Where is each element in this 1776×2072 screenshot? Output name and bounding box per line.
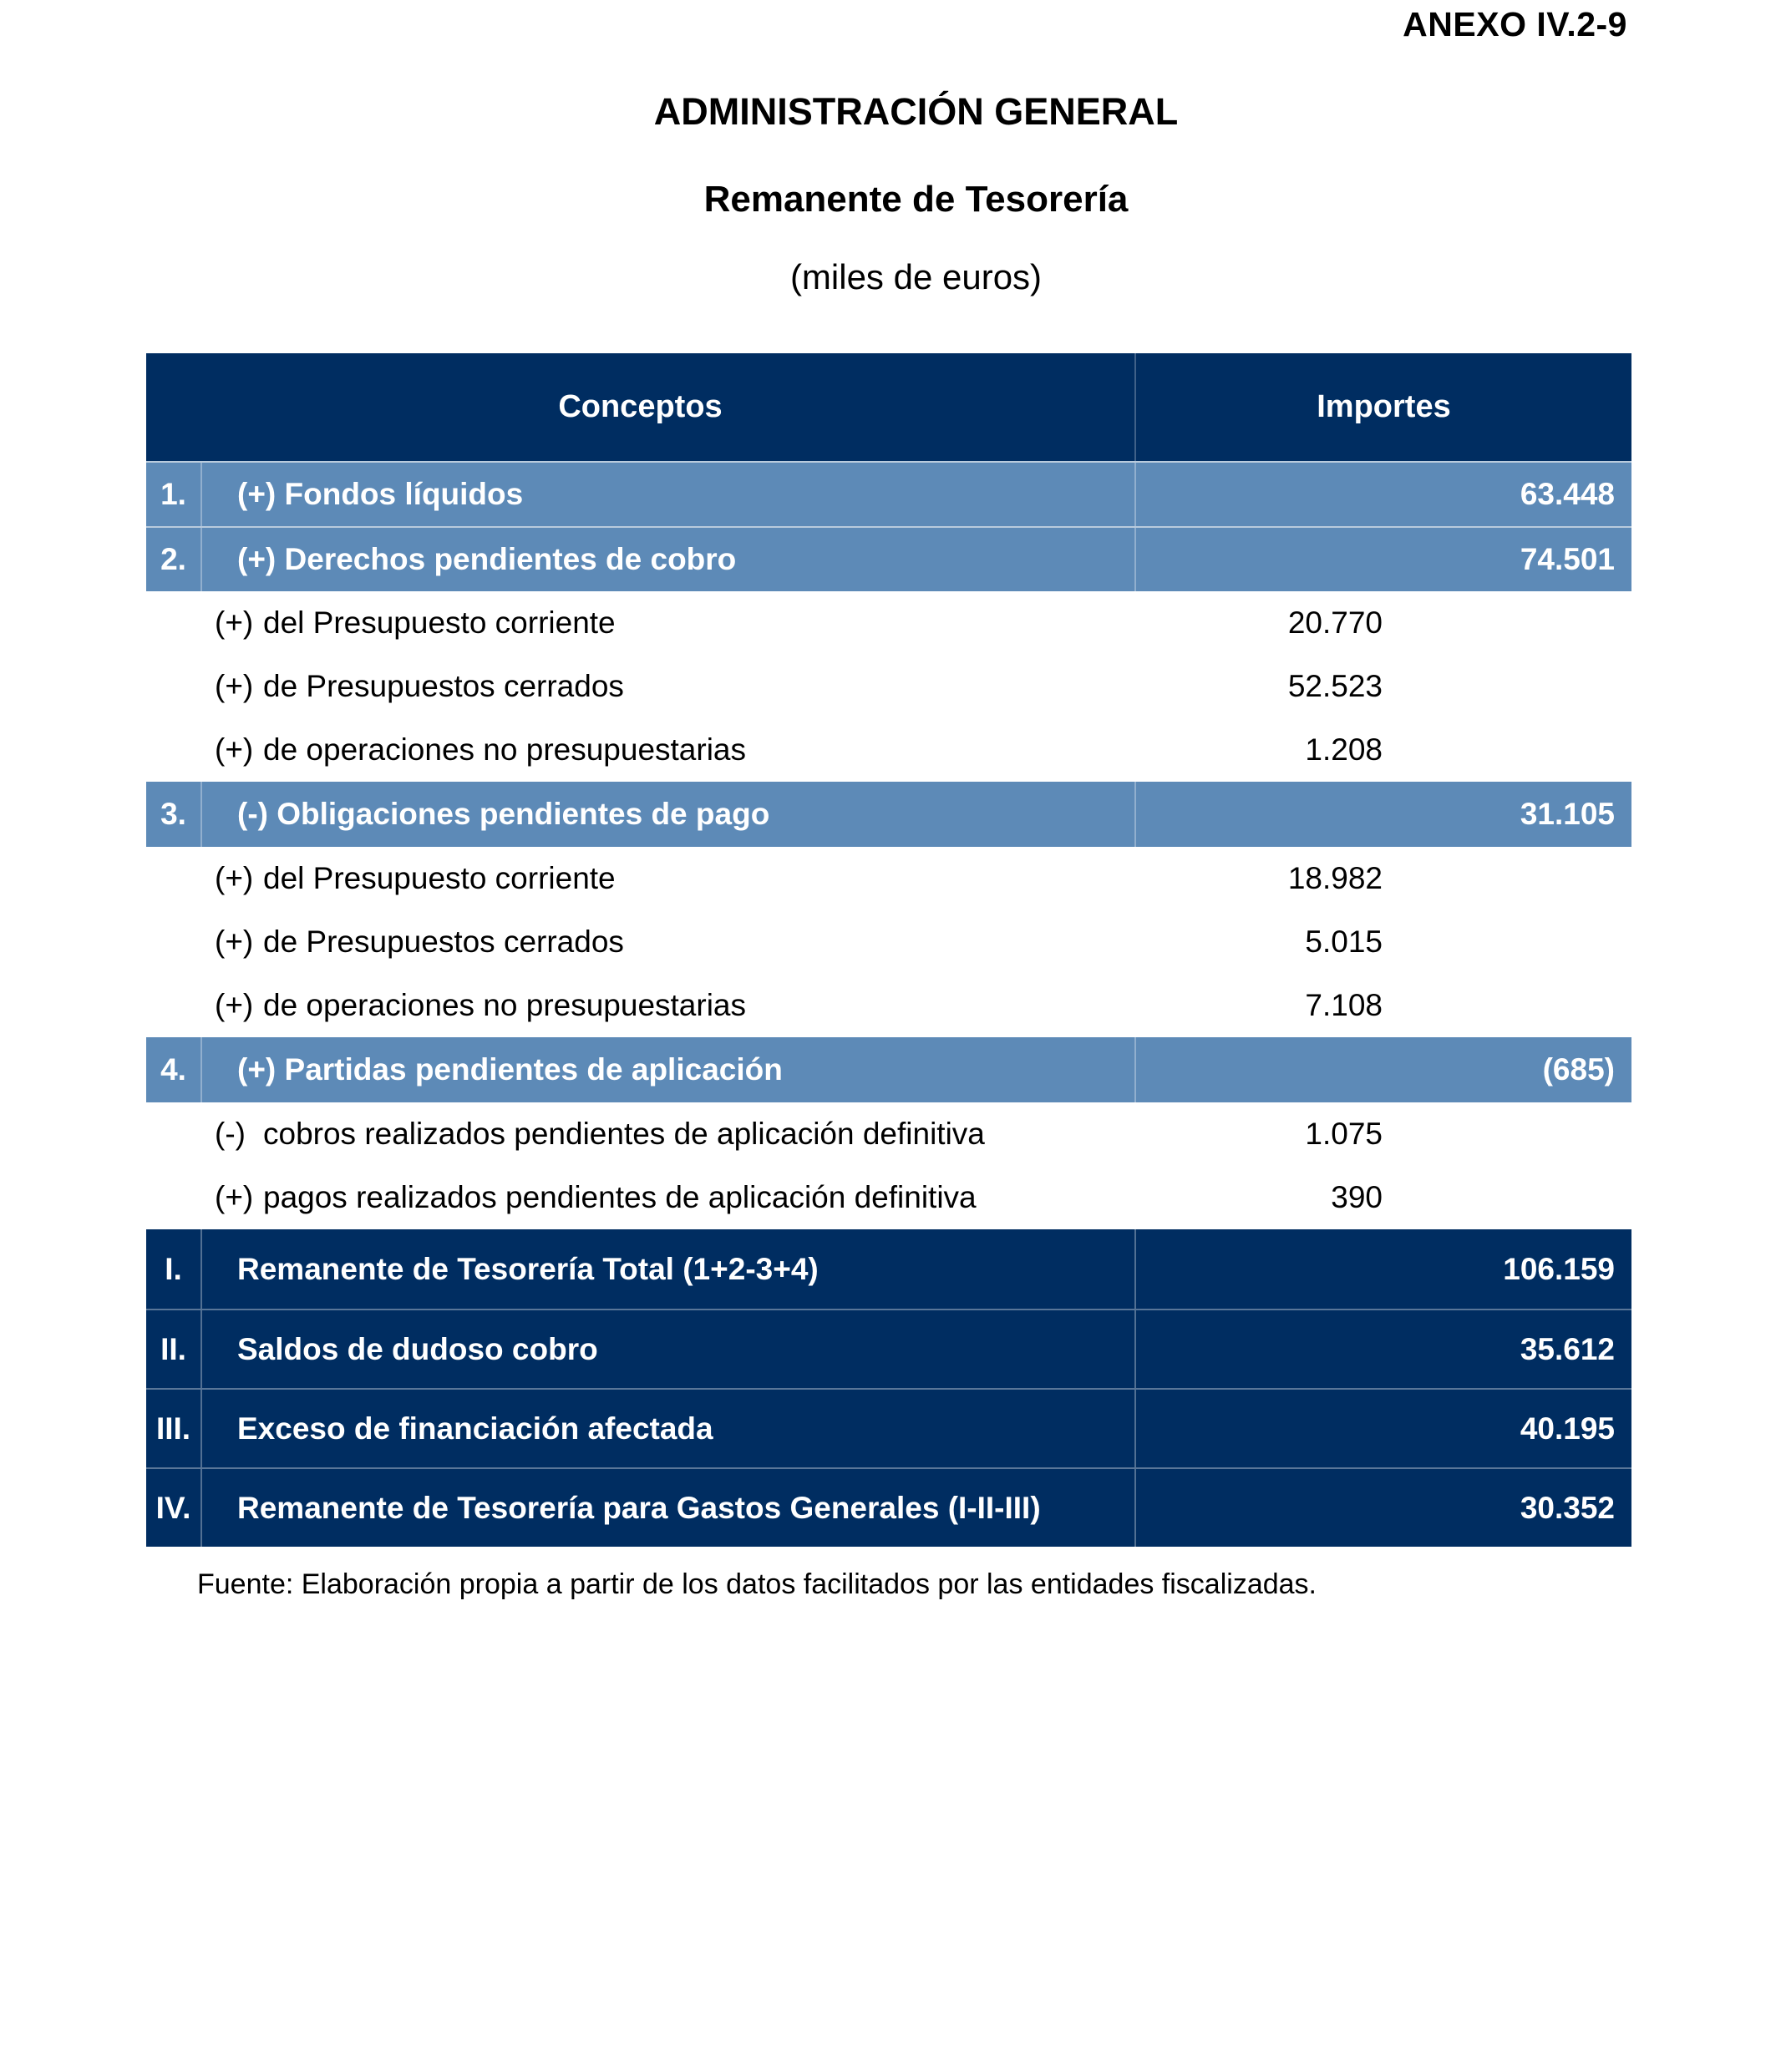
row-number [146,591,202,655]
header-conceptos: Conceptos [146,353,1136,461]
row-concept: (+) Fondos líquidos [202,463,1136,526]
table-row [146,461,1631,526]
row-concept-label: del Presupuesto corriente [263,605,616,640]
row-amount: 5.015 [1305,925,1383,959]
row-number [146,718,202,782]
sign-label: (+) [215,861,254,895]
page-subtitle: Remanente de Tesorería [703,179,1129,220]
sign-label: (+) [215,732,254,767]
sign-label: (+) [215,925,254,959]
header-importes: Importes [1317,389,1451,424]
table-total-row [146,1467,1631,1547]
row-number: 4. [146,1037,202,1102]
row-number: 2. [146,528,202,591]
row-concept-label: de operaciones no presupuestarias [263,988,746,1022]
row-concept: Remanente de Tesorería para Gastos Generales (I-II-III) [202,1469,1136,1547]
table-subrow [146,847,1631,910]
row-concept-label: de Presupuestos cerrados [263,925,624,959]
table-subrow [146,718,1631,782]
row-concept [202,974,1136,1037]
sign-label: (+) [215,605,254,640]
annex-label: ANEXO IV.2-9 [1403,5,1627,43]
row-amount: 106.159 [1503,1251,1615,1286]
row-concept-label: pagos realizados pendientes de aplicación definitiva [263,1180,977,1214]
row-amount: 18.982 [1287,861,1383,895]
row-amount: 20.770 [1287,605,1383,640]
row-number [146,1102,202,1166]
row-concept: Exceso de financiación afectada [202,1390,1136,1467]
row-concept: (+) Derechos pendientes de cobro [202,528,1136,591]
row-concept [202,591,1136,655]
row-number: IV. [146,1469,202,1547]
sign-label: (+) [215,669,254,703]
row-concept: (+) Partidas pendientes de aplicación [202,1037,1136,1102]
row-concept: Remanente de Tesorería Total (1+2-3+4) [202,1229,1136,1309]
row-amount: 7.108 [1305,988,1383,1022]
table-total-row [146,1309,1631,1388]
row-number [146,655,202,718]
row-amount: (685) [1542,1052,1615,1087]
page-title: ADMINISTRACIÓN GENERAL [653,90,1179,133]
row-number [146,847,202,910]
treasury-remainder-table [146,353,1631,1547]
row-concept [202,1166,1136,1229]
table-total-row [146,1388,1631,1467]
table-subrow [146,1102,1631,1166]
table-header-row [146,353,1631,461]
row-concept: Saldos de dudoso cobro [202,1310,1136,1388]
table-subrow [146,910,1631,974]
row-concept: (-) Obligaciones pendientes de pago [202,782,1136,847]
table-row [146,1037,1631,1102]
row-number: I. [146,1229,202,1309]
row-concept [202,910,1136,974]
table-row [146,526,1631,591]
row-amount: 1.208 [1305,732,1383,767]
row-amount: 390 [1331,1180,1383,1214]
row-number: 3. [146,782,202,847]
table-subrow [146,1166,1631,1229]
source-note: Fuente: Elaboración propia a partir de los datos facilitados por las entidades fiscalizadas. [197,1568,1317,1600]
row-number [146,974,202,1037]
table-row [146,782,1631,847]
table-total-row [146,1229,1631,1309]
row-number [146,1166,202,1229]
row-number: 1. [146,463,202,526]
table-subrow [146,655,1631,718]
row-concept-label: de Presupuestos cerrados [263,669,624,703]
row-concept [202,655,1136,718]
row-concept [202,847,1136,910]
row-amount: 74.501 [1520,542,1615,576]
sign-label: (+) [215,988,254,1022]
row-amount: 63.448 [1520,477,1615,511]
units-label: (miles de euros) [789,257,1043,296]
row-amount: 52.523 [1287,669,1383,703]
row-concept [202,718,1136,782]
row-number: III. [146,1390,202,1467]
table-subrow [146,974,1631,1037]
row-amount: 31.105 [1520,797,1615,831]
row-amount: 30.352 [1520,1490,1615,1525]
row-concept-label: cobros realizados pendientes de aplicación definitiva [263,1117,985,1151]
row-number [146,910,202,974]
row-amount: 35.612 [1520,1331,1615,1366]
table-subrow [146,591,1631,655]
sign-label: (-) [215,1117,246,1151]
row-concept-label: de operaciones no presupuestarias [263,732,746,767]
row-amount: 1.075 [1305,1117,1383,1151]
row-concept-label: del Presupuesto corriente [263,861,616,895]
row-concept [202,1102,1136,1166]
row-amount: 40.195 [1520,1411,1615,1446]
sign-label: (+) [215,1180,254,1214]
row-number: II. [146,1310,202,1388]
